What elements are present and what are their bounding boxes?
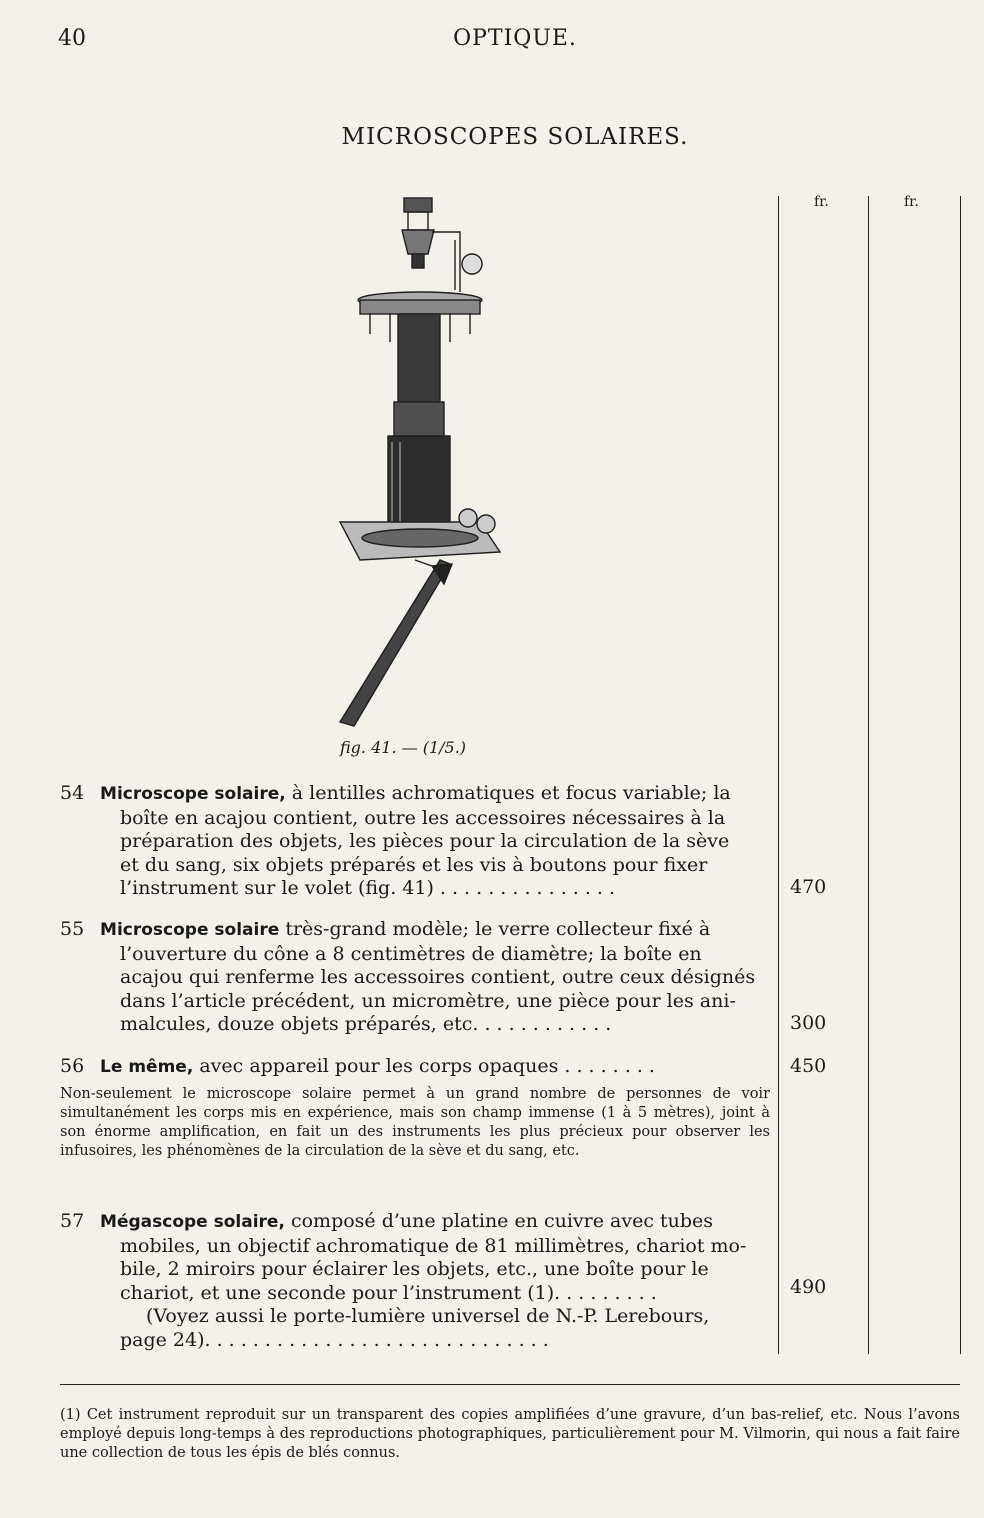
- entry-text: et du sang, six objets préparés et les vis à boutons pour fixer: [120, 853, 708, 876]
- section-title: MICROSCOPES SOLAIRES.: [341, 124, 689, 150]
- entry-price: 450: [790, 1055, 827, 1077]
- catalog-entry: [60, 782, 770, 901]
- entry-text: malcules, douze objets préparés, etc. . . . . . . . . . . .: [120, 1013, 612, 1035]
- entry-number: 54: [60, 782, 85, 804]
- explanatory-note: Non-seulement le microscope solaire permet à un grand nombre de personnes de voir simultanément les corps mis en expérience, mais son champ immense (1 à 5 mètres), joint à son énorme amplification, en fait un des instruments les plus précieux pour observer les infusoires, les phénomènes de la circulation de la sève et du sang, etc.: [60, 1086, 770, 1159]
- entry-text: préparation des objets, les pièces pour la circulation de la sève: [120, 830, 730, 852]
- entry-price: 300: [790, 1012, 827, 1034]
- catalog-entry: [60, 1055, 770, 1080]
- entry-number: 56: [60, 1055, 85, 1077]
- entry-text: bile, 2 miroirs pour éclairer les objets, etc., une boîte pour le: [120, 1258, 709, 1280]
- entry-number: 57: [60, 1210, 85, 1232]
- entry-text: à lentilles achromatiques et focus variable; la: [291, 782, 731, 804]
- figure-caption: fig. 41. — (1/5.): [340, 738, 467, 757]
- entry-text: très-grand modèle; le verre collecteur fixé à: [285, 918, 711, 940]
- entry-price: 490: [790, 1276, 827, 1298]
- entry-name: Microscope solaire: [100, 920, 280, 940]
- entry-text: l’ouverture du cône a 8 centimètres de diamètre; la boîte en: [120, 942, 702, 965]
- running-head: OPTIQUE.: [453, 26, 577, 51]
- entry-name: Le même,: [100, 1057, 194, 1077]
- entry-text: avec appareil pour les corps opaques . . . . . . . .: [199, 1055, 655, 1077]
- catalog-entry: [60, 918, 770, 1037]
- entry-price: 470: [790, 876, 827, 898]
- entry-name: Microscope solaire,: [100, 784, 286, 804]
- page-number: 40: [58, 26, 86, 51]
- entry-text: acajou qui renferme les accessoires contient, outre ceux désignés: [120, 966, 756, 988]
- entry-text: chariot, et une seconde pour l’instrument (1). . . . . . . . .: [120, 1281, 657, 1304]
- entry-text: mobiles, un objectif achromatique de 81 millimètres, chariot mo-: [120, 1234, 747, 1257]
- column-rule-3: [960, 196, 961, 1354]
- entry-text: (Voyez aussi le porte-lumière universel de N.-P. Lerebours,: [146, 1305, 710, 1327]
- entry-text: boîte en acajou contient, outre les accessoires nécessaires à la: [120, 806, 726, 829]
- entry-text: page 24). . . . . . . . . . . . . . . . . . . . . . . . . . . . .: [120, 1328, 549, 1351]
- entry-text: l’instrument sur le volet (fig. 41) . . . . . . . . . . . . . . .: [120, 877, 616, 899]
- catalog-entry: [60, 1210, 770, 1352]
- footnote: (1) Cet instrument reproduit sur un transparent des copies amplifiées d’une gravure, d’un bas-relief, etc. Nous l’avons employé depuis long-temps à des reproductions photographiques, particulièrement pour M. Vilmorin, qui nous a fait faire une collection de tous les épis de blés connus.: [60, 1407, 960, 1461]
- column-header-fr-1: fr.: [814, 194, 829, 210]
- solar-microscope-engraving: [320, 192, 540, 732]
- column-header-fr-2: fr.: [904, 194, 919, 210]
- column-rule-2: [868, 196, 869, 1354]
- column-rule-1: [778, 196, 779, 1354]
- entry-text: composé d’une platine en cuivre avec tubes: [290, 1210, 714, 1232]
- entry-number: 55: [60, 918, 85, 940]
- entry-name: Mégascope solaire,: [100, 1212, 285, 1232]
- footnote-rule: [60, 1384, 960, 1385]
- entry-text: dans l’article précédent, un micromètre, une pièce pour les ani-: [120, 989, 736, 1012]
